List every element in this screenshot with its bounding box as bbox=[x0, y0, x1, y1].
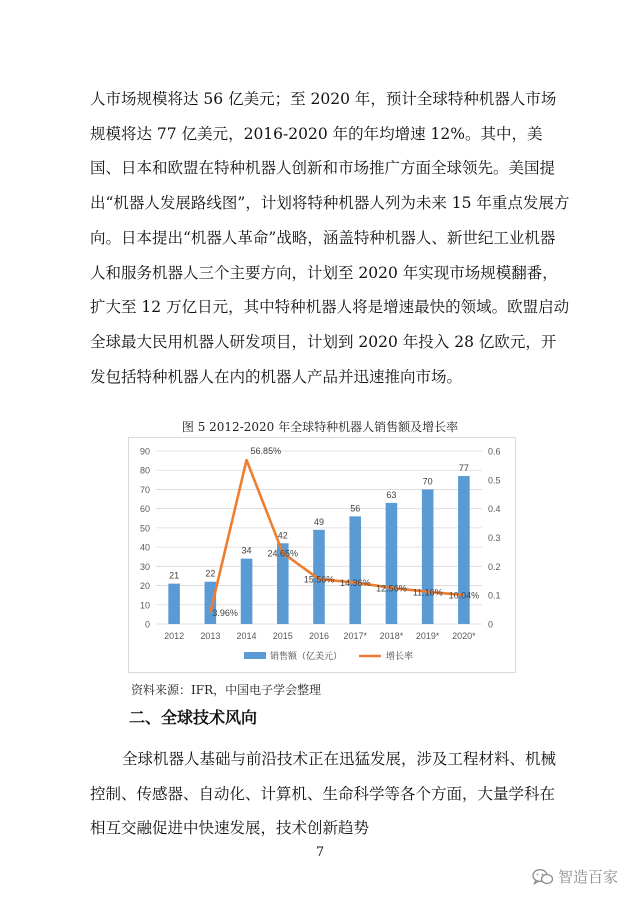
y-right-tick-label: 0.4 bbox=[488, 504, 501, 515]
section-heading: 二、全球技术风向 bbox=[129, 708, 258, 727]
x-tick-label: 2015 bbox=[272, 631, 293, 641]
bar-data-label: 77 bbox=[458, 462, 469, 473]
bar-data-label: 22 bbox=[205, 568, 216, 579]
y-left-tick-label: 90 bbox=[139, 446, 150, 457]
bar bbox=[349, 516, 361, 624]
bar bbox=[241, 559, 253, 624]
y-left-tick-label: 50 bbox=[139, 523, 150, 534]
x-tick-label: 2017* bbox=[343, 631, 367, 641]
wechat-bubble-icon bbox=[532, 868, 554, 886]
bar-data-label: 63 bbox=[386, 489, 397, 500]
bar bbox=[386, 503, 398, 624]
y-right-tick-label: 0.6 bbox=[488, 446, 501, 457]
bar-data-label: 34 bbox=[241, 545, 252, 556]
legend-label-bar: 销售额（亿美元） bbox=[270, 651, 343, 661]
sales-growth-chart bbox=[128, 437, 516, 673]
y-left-tick-label: 70 bbox=[139, 484, 150, 495]
watermark bbox=[532, 866, 618, 887]
bar bbox=[422, 489, 434, 624]
x-tick-label: 2013 bbox=[200, 631, 221, 641]
line-data-label: 12.56% bbox=[376, 583, 407, 594]
x-tick-label: 2012 bbox=[164, 631, 185, 641]
y-left-tick-label: 10 bbox=[139, 600, 150, 611]
x-tick-label: 2019* bbox=[415, 631, 440, 641]
line-data-label: 3.96% bbox=[212, 608, 238, 619]
bar-data-label: 49 bbox=[313, 516, 325, 527]
legend-swatch-bar bbox=[244, 652, 266, 659]
y-left-tick-label: 60 bbox=[139, 504, 150, 515]
paragraph-bottom: 全球机器人基础与前沿技术正在迅猛发展，涉及工程材料、机械控制、传感器、自动化、计算机、生命科学等各个方面，大量学科在相互交融促进中快速发展，技术创新趋势 bbox=[90, 750, 557, 838]
bar-data-label: 21 bbox=[169, 570, 180, 581]
line-data-label: 24.65% bbox=[267, 548, 299, 559]
bar-data-label: 70 bbox=[422, 476, 433, 487]
bar-data-label: 56 bbox=[350, 503, 361, 514]
y-left-tick-label: 80 bbox=[139, 465, 150, 476]
y-right-tick-label: 0.3 bbox=[488, 533, 501, 543]
y-left-tick-label: 40 bbox=[139, 542, 150, 553]
x-tick-label: 2014 bbox=[236, 631, 257, 641]
line-data-label: 14.36% bbox=[339, 578, 371, 589]
line-data-label: 15.56% bbox=[303, 574, 335, 585]
y-right-tick-label: 0 bbox=[488, 619, 494, 630]
y-right-tick-label: 0.1 bbox=[488, 590, 501, 601]
bar-data-label: 42 bbox=[277, 530, 288, 541]
bar bbox=[458, 476, 470, 624]
watermark-text: 智造百家 bbox=[557, 868, 618, 886]
y-right-tick-label: 0.5 bbox=[488, 475, 501, 486]
line-data-label: 10.04% bbox=[448, 590, 480, 601]
line-data-label: 11.16% bbox=[412, 587, 443, 598]
figure-caption: 图 5 2012-2020 年全球特种机器人销售额及增长率 bbox=[181, 420, 459, 434]
line-data-label: 56.85% bbox=[250, 446, 282, 457]
paragraph-top: 人市场规模将达 56 亿美元；至 2020 年，预计全球特种机器人市场规模将达 77 亿美元，2016-2020 年的年均增速 12%。其中，美国、日本和欧盟在特种机器人创新和市场推广方面全球领先。美国提出“机器人发展路线图”，计划将特种机器人列为未来 15 年重点发展方向。日本提出“机器人革命”战略，涵盖特种机器人、新世纪工业机器人和服务机器人三个主要方向，计划至 2020 年实现市场规模翻番，扩大至 12 万亿日元，其中特种机器人将是增速最快的领域。欧盟启动全球最大民用机器人研发项目，计划到 2020 年投入 28 亿欧元，开发包括特种机器人在内的机器人产品并迅速推向市场。 bbox=[90, 90, 570, 386]
bar bbox=[168, 584, 180, 624]
y-left-tick-label: 30 bbox=[139, 561, 150, 572]
y-left-tick-label: 20 bbox=[139, 581, 150, 592]
legend-label-line: 增长率 bbox=[386, 651, 414, 661]
source-note: 资料来源：IFR，中国电子学会整理 bbox=[131, 683, 322, 697]
x-tick-label: 2020* bbox=[452, 631, 476, 641]
y-right-tick-label: 0.2 bbox=[488, 561, 501, 572]
page-number: 7 bbox=[315, 845, 325, 860]
x-tick-label: 2018* bbox=[379, 631, 404, 641]
y-left-tick-label: 0 bbox=[144, 619, 150, 630]
x-tick-label: 2016 bbox=[308, 631, 330, 641]
